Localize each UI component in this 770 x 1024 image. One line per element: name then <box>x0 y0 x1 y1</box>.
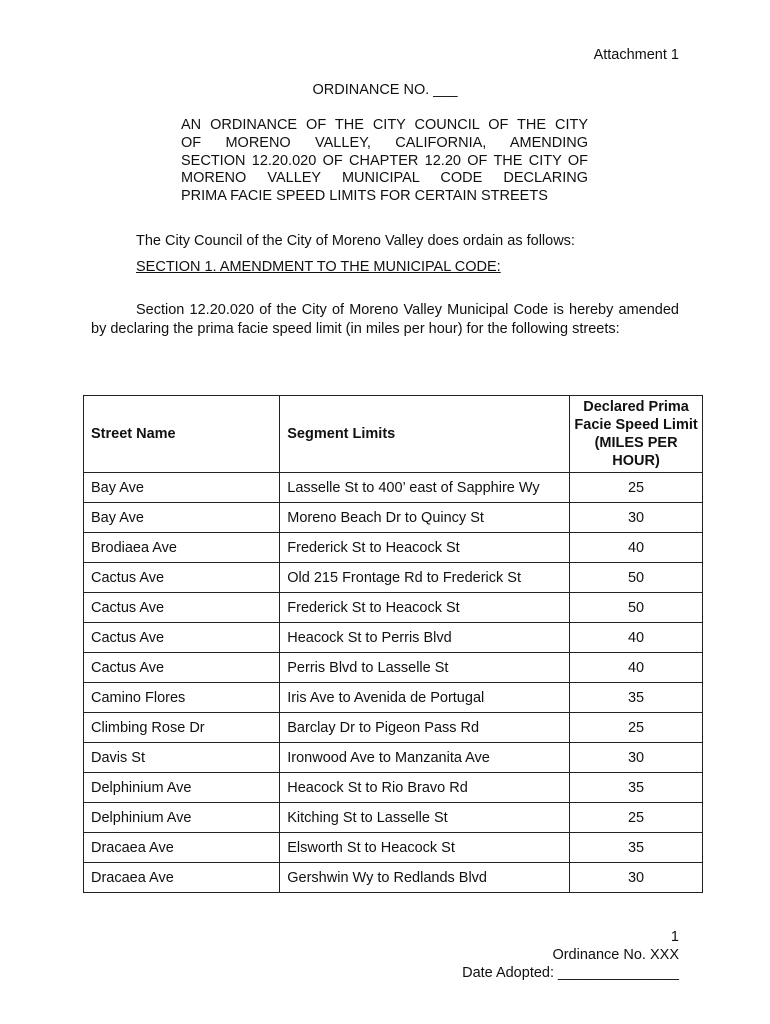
table-row <box>84 863 703 893</box>
speed-limit-table <box>83 395 703 893</box>
cell-segment-limits: Ironwood Ave to Manzanita Ave <box>280 743 570 773</box>
amendment-paragraph <box>91 301 679 338</box>
cell-segment-limits: Old 215 Frontage Rd to Frederick St <box>280 563 570 593</box>
table-row <box>84 473 703 503</box>
table-row <box>84 653 703 683</box>
table-row <box>84 593 703 623</box>
header-speed-limit: Declared Prima Facie Speed Limit (MILES PER HOUR) <box>570 396 703 473</box>
section-heading: SECTION 1. AMENDMENT TO THE MUNICIPAL CODE: <box>136 259 501 275</box>
cell-segment-limits: Moreno Beach Dr to Quincy St <box>280 503 570 533</box>
cell-speed-limit: 50 <box>570 593 703 623</box>
cell-speed-limit: 30 <box>570 743 703 773</box>
cell-segment-limits: Barclay Dr to Pigeon Pass Rd <box>280 713 570 743</box>
table-row <box>84 833 703 863</box>
ordinance-number: ORDINANCE NO. ___ <box>312 82 458 98</box>
header-segment-limits: Segment Limits <box>280 396 570 473</box>
cell-speed-limit: 25 <box>570 473 703 503</box>
table-row <box>84 683 703 713</box>
cell-speed-limit: 40 <box>570 533 703 563</box>
cell-street-name: Cactus Ave <box>84 593 280 623</box>
cell-street-name: Delphinium Ave <box>84 773 280 803</box>
cell-segment-limits: Kitching St to Lasselle St <box>280 803 570 833</box>
cell-street-name: Cactus Ave <box>84 623 280 653</box>
cell-street-name: Cactus Ave <box>84 653 280 683</box>
cell-speed-limit: 40 <box>570 653 703 683</box>
cell-street-name: Dracaea Ave <box>84 833 280 863</box>
cell-segment-limits: Frederick St to Heacock St <box>280 533 570 563</box>
cell-segment-limits: Heacock St to Rio Bravo Rd <box>280 773 570 803</box>
cell-segment-limits: Frederick St to Heacock St <box>280 593 570 623</box>
table-row <box>84 713 703 743</box>
header-street-name: Street Name <box>84 396 280 473</box>
footer-ordinance-label: Ordinance No. XXX <box>552 947 679 963</box>
cell-speed-limit: 35 <box>570 773 703 803</box>
footer-date-adopted: Date Adopted: _______________ <box>462 965 679 981</box>
cell-street-name: Climbing Rose Dr <box>84 713 280 743</box>
table-header-row <box>84 396 703 473</box>
cell-street-name: Davis St <box>84 743 280 773</box>
cell-speed-limit: 30 <box>570 863 703 893</box>
title-line: OF MORENO VALLEY, CALIFORNIA, AMENDING <box>181 134 588 151</box>
table-row <box>84 563 703 593</box>
cell-street-name: Dracaea Ave <box>84 863 280 893</box>
table-row <box>84 623 703 653</box>
footer <box>462 928 679 982</box>
cell-segment-limits: Heacock St to Perris Blvd <box>280 623 570 653</box>
cell-segment-limits: Gershwin Wy to Redlands Blvd <box>280 863 570 893</box>
title-line: AN ORDINANCE OF THE CITY COUNCIL OF THE CITY <box>181 117 588 133</box>
cell-segment-limits: Iris Ave to Avenida de Portugal <box>280 683 570 713</box>
ordinance-title <box>181 117 588 206</box>
cell-speed-limit: 40 <box>570 623 703 653</box>
title-line: SECTION 12.20.020 OF CHAPTER 12.20 OF THE CITY OF <box>181 152 588 169</box>
cell-speed-limit: 50 <box>570 563 703 593</box>
cell-street-name: Bay Ave <box>84 503 280 533</box>
cell-speed-limit: 35 <box>570 833 703 863</box>
table-row <box>84 743 703 773</box>
attachment-label: Attachment 1 <box>593 47 679 63</box>
cell-speed-limit: 25 <box>570 713 703 743</box>
council-statement: The City Council of the City of Moreno Valley does ordain as follows: <box>136 233 575 249</box>
table-row <box>84 773 703 803</box>
cell-street-name: Delphinium Ave <box>84 803 280 833</box>
title-line: PRIMA FACIE SPEED LIMITS FOR CERTAIN STREETS <box>181 188 548 205</box>
cell-speed-limit: 30 <box>570 503 703 533</box>
table-body <box>84 473 703 893</box>
table-row <box>84 533 703 563</box>
cell-street-name: Camino Flores <box>84 683 280 713</box>
cell-segment-limits: Lasselle St to 400’ east of Sapphire Wy <box>280 473 570 503</box>
cell-street-name: Cactus Ave <box>84 563 280 593</box>
table-row <box>84 503 703 533</box>
cell-street-name: Brodiaea Ave <box>84 533 280 563</box>
amendment-paragraph-text: Section 12.20.020 of the City of Moreno Valley Municipal Code is hereby amended by declaring the prima facie speed limit (in miles per hour) for the following streets: <box>91 302 679 337</box>
table-row <box>84 803 703 833</box>
cell-speed-limit: 35 <box>570 683 703 713</box>
cell-speed-limit: 25 <box>570 803 703 833</box>
page-number: 1 <box>670 929 679 945</box>
title-line: MORENO VALLEY MUNICIPAL CODE DECLARING <box>181 170 588 187</box>
cell-street-name: Bay Ave <box>84 473 280 503</box>
cell-segment-limits: Elsworth St to Heacock St <box>280 833 570 863</box>
cell-segment-limits: Perris Blvd to Lasselle St <box>280 653 570 683</box>
